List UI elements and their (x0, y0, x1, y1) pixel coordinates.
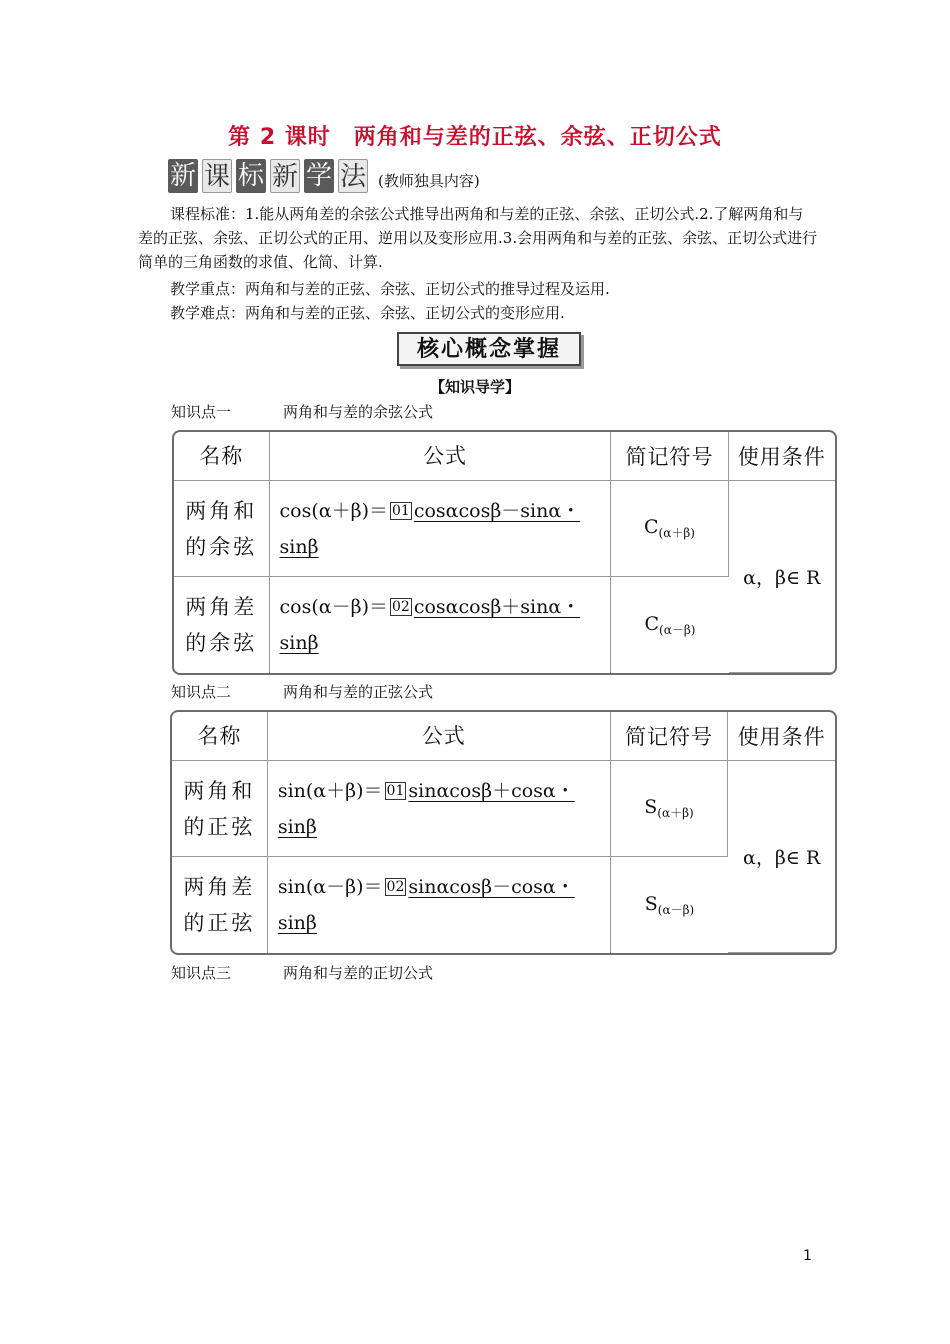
row-name-line: 的正弦 (183, 911, 256, 935)
row-condition: α，β∈ R (729, 481, 835, 673)
row-name-line: 两角和 (183, 778, 256, 803)
row-condition: α，β∈ R (728, 761, 835, 953)
symbol-subscript: (α－β) (659, 622, 696, 637)
kp-label: 知识点二 (171, 683, 232, 701)
formula-answer: cosαcosβ－sinα・ (413, 499, 581, 522)
row-name-line: 两角差 (183, 875, 256, 899)
formula-lhs: cos(α－β)＝ (279, 596, 388, 618)
formula-lhs: sin(α＋β)＝ (277, 779, 383, 802)
banner-char: 法 (338, 159, 368, 193)
banner-char: 新 (270, 159, 300, 193)
row-symbol (611, 481, 728, 577)
formula-answer: sinβ (279, 535, 319, 558)
kp-title: 两角和与差的余弦公式 (283, 403, 434, 421)
answer-number: 01 (392, 502, 410, 519)
row-name-line: 两角和 (185, 498, 258, 523)
row-name-line: 的余弦 (185, 534, 258, 559)
symbol-subscript: (α－β) (657, 902, 695, 917)
kp-title: 两角和与差的正切公式 (283, 964, 434, 982)
formula-lhs: cos(α＋β)＝ (279, 499, 388, 522)
table-header-row (174, 432, 835, 481)
header-symbol: 简记符号 (611, 432, 728, 481)
symbol-letter: C (643, 516, 659, 538)
row-name-line: 的正弦 (183, 814, 256, 839)
header-symbol: 简记符号 (611, 712, 729, 761)
kp-label: 知识点一 (171, 403, 232, 421)
banner-char: 标 (237, 161, 264, 191)
header-formula: 公式 (270, 432, 612, 481)
header-name: 名称 (172, 712, 268, 761)
symbol-letter: S (644, 892, 658, 915)
header-formula: 公式 (268, 712, 611, 761)
teaching-difficulty: 教学难点：两角和与差的正弦、余弦、正切公式的变形应用. (170, 304, 565, 322)
symbol-letter: S (644, 796, 658, 818)
row-name-line: 的余弦 (185, 631, 258, 655)
symbol-subscript: (α＋β) (657, 806, 694, 820)
answer-number: 01 (386, 782, 405, 799)
formula-answer: sinβ (277, 912, 317, 934)
sine-formula-table (170, 710, 837, 955)
table-row (174, 481, 835, 577)
kp-label: 知识点三 (171, 964, 232, 982)
row-name (172, 761, 268, 857)
formula-answer: cosαcosβ＋sinα・ (413, 596, 581, 618)
answer-number: 02 (392, 599, 410, 615)
knowledge-point-1 (171, 401, 433, 422)
cosine-formula-table (172, 430, 837, 675)
knowledge-point-2 (171, 681, 433, 702)
knowledge-point-3 (171, 962, 433, 983)
row-name (174, 481, 270, 577)
header-condition: 使用条件 (729, 432, 835, 481)
header-condition: 使用条件 (728, 712, 835, 761)
row-formula (268, 761, 611, 857)
table-header-row (172, 712, 835, 761)
concept-heading: 核心概念掌握 (397, 332, 581, 366)
formula-answer: sinαcosβ－cosα・ (408, 876, 575, 898)
row-symbol (611, 577, 728, 673)
header-name: 名称 (174, 432, 270, 481)
answer-number: 02 (386, 879, 405, 895)
formula-lhs: sin(α－β)＝ (277, 876, 383, 898)
banner-note: (教师独具内容) (378, 172, 480, 190)
row-name (174, 577, 270, 673)
kp-title: 两角和与差的正弦公式 (283, 683, 434, 701)
page-title: 第 2 课时 两角和与差的正弦、余弦、正切公式 (228, 125, 722, 150)
row-formula (270, 481, 612, 577)
row-formula (268, 857, 611, 953)
symbol-subscript: (α＋β) (658, 526, 695, 540)
table-row (172, 761, 835, 857)
row-name-line: 两角差 (185, 595, 258, 619)
row-symbol (611, 857, 729, 953)
banner-char: 新 (169, 161, 196, 191)
teaching-key-point: 教学重点：两角和与差的正弦、余弦、正切公式的推导过程及运用. (170, 280, 610, 298)
banner-char: 学 (305, 161, 332, 191)
formula-answer: sinβ (277, 815, 317, 838)
guide-heading: 【知识导学】 (429, 378, 520, 396)
formula-answer: sinαcosβ＋cosα・ (408, 779, 575, 802)
page-number: 1 (803, 1248, 812, 1264)
formula-answer: sinβ (279, 632, 319, 654)
row-name (172, 857, 268, 953)
row-symbol (611, 761, 729, 857)
row-formula (270, 577, 612, 673)
symbol-letter: C (644, 612, 660, 635)
banner-char: 课 (202, 159, 232, 193)
section-banner (168, 157, 480, 193)
curriculum-standard: 课程标准：1.能从两角差的余弦公式推导出两角和与差的正弦、余弦、正切公式.2.了解两角和与差的正弦、余弦、正切公式的正用、逆用以及变形应用.3.会用两角和与差的正弦、余弦、正切公式进行简单的三角函数的求值、化简、计算. (138, 205, 818, 271)
